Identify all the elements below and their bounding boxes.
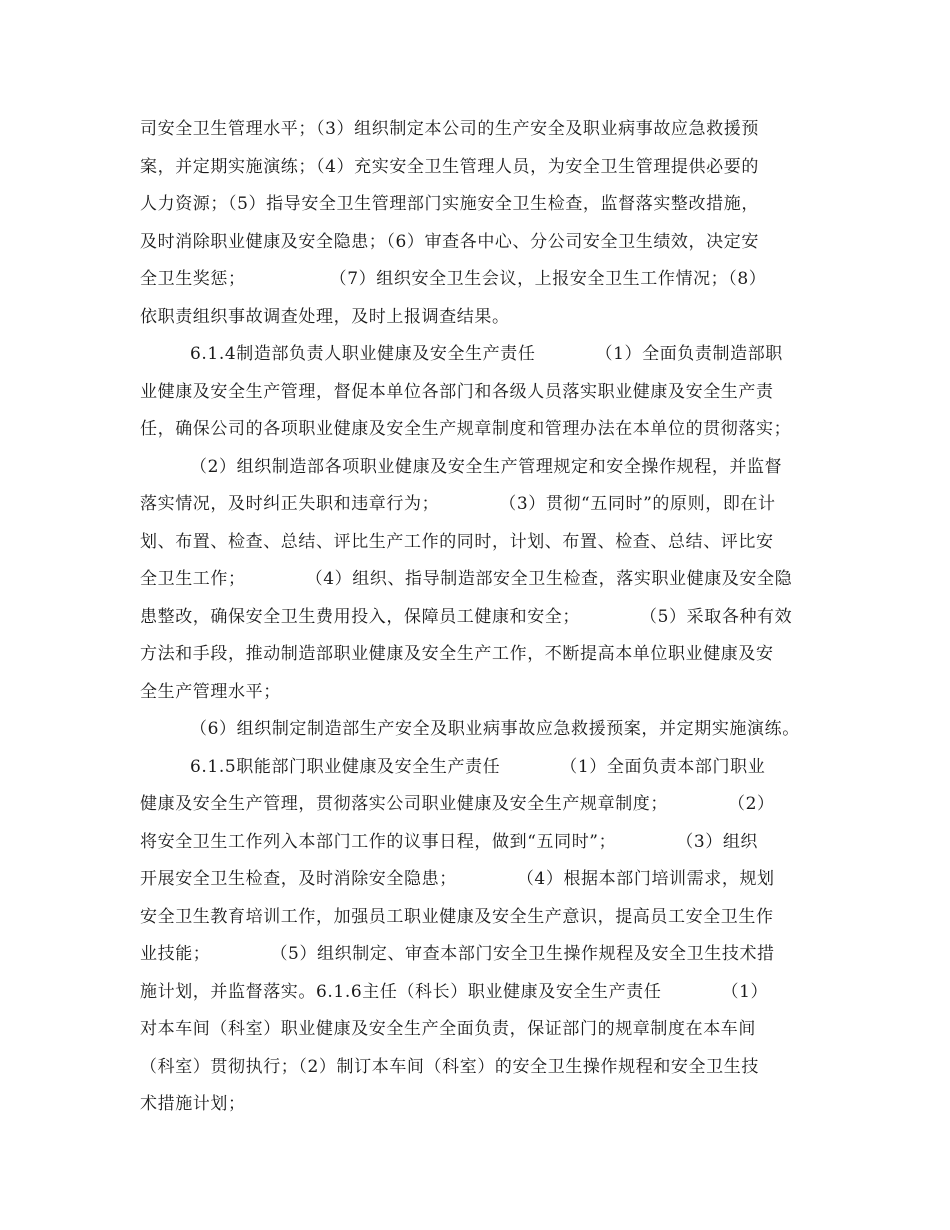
text-line: 将安全卫生工作列入本部门工作的议事日程，做到“五同时”； （3）组织 [140,832,759,852]
text-line: 术措施计划； [140,1094,246,1114]
text-line: 开展安全卫生检查，及时消除安全隐患； （4）根据本部门培训需求，规划 [140,869,775,889]
text-line: 依职责组织事故调查处理，及时上报调查结果。 [140,307,510,327]
text-line: 施计划，并监督落实。6.1.6主任（科长）职业健康及安全生产责任 （1） [140,982,769,1002]
text-line: 方法和手段，推动制造部职业健康及安全生产工作，不断提高本单位职业健康及安 [140,644,774,664]
text-line: 案，并定期实施演练；（4）充实安全卫生管理人员，为安全卫生管理提供必要的 [140,157,759,177]
text-line: 及时消除职业健康及安全隐患；（6）审查各中心、分公司安全卫生绩效，决定安 [140,232,759,252]
text-line: 对本车间（科室）职业健康及安全生产全面负责，保证部门的规章制度在本车间 [140,1019,756,1039]
text-line: 全卫生奖惩； （7）组织安全卫生会议，上报安全卫生工作情况；（8） [140,269,767,289]
text-line: 划、布置、检查、总结、评比生产工作的同时，计划、布置、检查、总结、评比安 [140,532,774,552]
section-heading-6-1-4: 6.1.4制造部负责人职业健康及安全生产责任 （1）全面负责制造部职 [190,344,783,364]
text-line: 任，确保公司的各项职业健康及安全生产规章制度和管理办法在本单位的贯彻落实； [140,419,792,439]
text-line: 业技能； （5）组织制定、审查本部门安全卫生操作规程及安全卫生技术措 [140,944,775,964]
text-line: 司安全卫生管理水平；（3）组织制定本公司的生产安全及职业病事故应急救援预 [140,119,759,139]
text-line: 全卫生工作； （4）组织、指导制造部安全卫生检查，落实职业健康及安全隐 [140,569,793,589]
text-line: 安全卫生教育培训工作，加强员工职业健康及安全生产意识，提高员工安全卫生作 [140,907,774,927]
text-line: 人力资源；（5）指导安全卫生管理部门实施安全卫生检查，监督落实整改措施， [140,194,759,214]
text-line: （6）组织制定制造部生产安全及职业病事故应急救援预案，并定期实施演练。 [190,719,800,739]
text-line: 业健康及安全生产管理，督促本单位各部门和各级人员落实职业健康及安全生产责 [140,382,774,402]
section-heading-6-1-5: 6.1.5职能部门职业健康及安全生产责任 （1）全面负责本部门职业 [190,757,766,777]
text-line: （科室）贯彻执行；（2）制订本车间（科室）的安全卫生操作规程和安全卫生技 [140,1057,759,1077]
text-line: 全生产管理水平； [140,682,281,702]
text-line: 落实情况，及时纠正失职和违章行为； （3）贯彻“五同时”的原则，即在计 [140,494,776,514]
text-line: （2）组织制造部各项职业健康及安全生产管理规定和安全操作规程，并监督 [190,457,783,477]
text-line: 患整改，确保安全卫生费用投入，保障员工健康和安全； （5）采取各种有效 [140,607,793,627]
text-line: 健康及安全生产管理，贯彻落实公司职业健康及安全生产规章制度； （2） [140,794,775,814]
